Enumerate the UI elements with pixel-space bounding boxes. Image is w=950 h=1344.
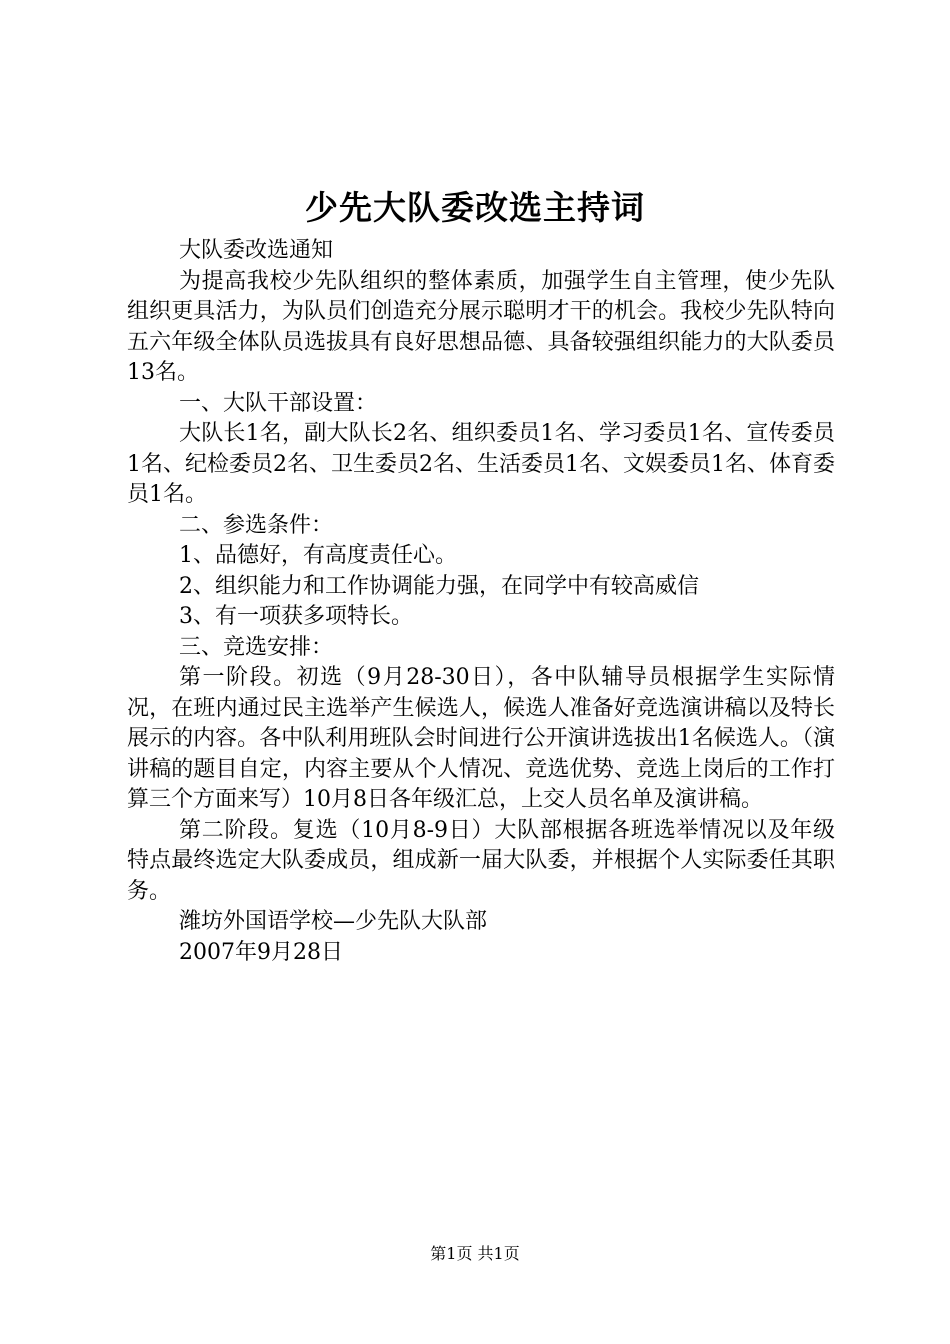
page-footer: 第1页 共1页 xyxy=(430,1244,520,1263)
document-title: 少先大队委改选主持词 xyxy=(305,188,645,227)
paragraph-section-1-heading: 一、大队干部设置： xyxy=(179,390,378,416)
paragraph-section-3-heading: 三、竞选安排： xyxy=(179,634,334,660)
paragraph-section-2-heading: 二、参选条件： xyxy=(179,512,334,538)
paragraph-stage-1: 第一阶段。初选（9月28-30日），各中队辅导员根据学生实际情况，在班内通过民主选举产生候选人，候选人准备好竞选演讲稿以及特长展示的内容。各中队利用班队会时间进行公开演讲选拔出1名候选人。（演讲稿的题目自定，内容主要从个人情况、竞选优势、竞选上岗后的工作打算三个方面来写）10月8日各年级汇总，上交人员名单及演讲稿。 xyxy=(127,665,835,812)
paragraph-notice-heading: 大队委改选通知 xyxy=(179,238,334,263)
paragraph-condition-3: 3、有一项获多项特长。 xyxy=(179,604,413,629)
paragraph-stage-2: 第二阶段。复选（10月8-9日）大队部根据各班选举情况以及年级特点最终选定大队委成员，组成新一届大队委，并根据个人实际委任其职务。 xyxy=(127,817,835,904)
paragraph-condition-2: 2、组织能力和工作协调能力强，在同学中有较高威信 xyxy=(179,573,699,599)
paragraph-positions: 大队长1名，副大队长2名、组织委员1名、学习委员1名、宣传委员1名、纪检委员2名、卫生委员2名、生活委员1名、文娱委员1名、体育委员1名。 xyxy=(127,421,835,507)
paragraph-condition-1: 1、品德好，有高度责任心。 xyxy=(179,543,457,568)
document-body xyxy=(127,236,835,968)
paragraph-intro: 为提高我校少先队组织的整体素质，加强学生自主管理，使少先队组织更具活力，为队员们创造充分展示聪明才干的机会。我校少先队特向五六年级全体队员选拔具有良好思想品德、具备较强组织能力的大队委员13名。 xyxy=(127,268,835,385)
paragraph-date: 2007年9月28日 xyxy=(179,939,343,965)
paragraph-signature: 潍坊外国语学校—少先队大队部 xyxy=(179,909,488,934)
